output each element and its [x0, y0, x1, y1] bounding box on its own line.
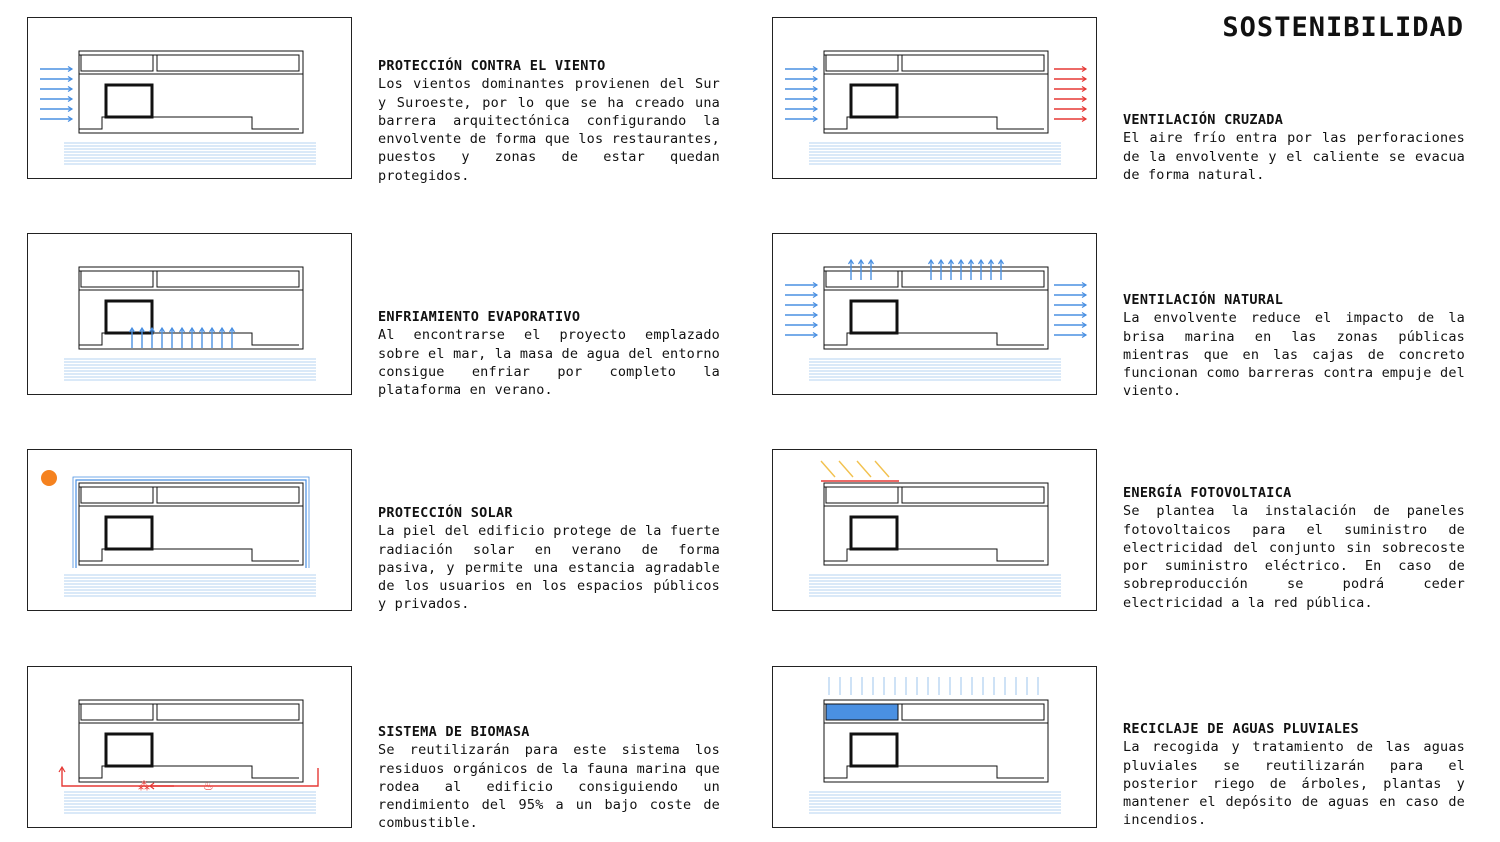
upper-box-right [157, 487, 299, 503]
text-block [1123, 111, 1465, 184]
diagram-rainwater [772, 666, 1097, 828]
panel-body: Se reutilizarán para este sistema los residuos orgánicos de la fauna marina que rodea al edificio consiguiendo un rendimiento del 95% a un bajo coste de combustible. [378, 742, 720, 832]
upper-box-left [826, 55, 898, 71]
text-block [378, 723, 720, 833]
diagram-svg [28, 667, 353, 829]
panel-heading: RECICLAJE DE AGUAS PLUVIALES [1123, 721, 1359, 737]
fish-icon: ⁂ [138, 779, 150, 793]
upper-box-left [81, 704, 153, 720]
diagram-svg [773, 667, 1098, 829]
sun-ray-icon [875, 461, 889, 477]
sun-ray-icon [839, 461, 853, 477]
sun-icon [41, 470, 57, 486]
diagram-svg [28, 18, 353, 180]
diagram-evaporative-cooling [27, 233, 352, 395]
panel-body: La piel del edificio protege de la fuerte radiación solar en verano de forma pasiva, y permite una estancia agradable de los usuarios en los espacios públicos y privados. [378, 523, 720, 613]
text-block [1123, 720, 1465, 830]
diagram-biomass [27, 666, 352, 828]
diagram-svg [28, 450, 353, 612]
upper-box-right [157, 271, 299, 287]
panel-heading: ENERGÍA FOTOVOLTAICA [1123, 485, 1292, 501]
panel-heading: SISTEMA DE BIOMASA [378, 724, 530, 740]
upper-box-left [81, 487, 153, 503]
panel-heading: VENTILACIÓN CRUZADA [1123, 112, 1284, 128]
diagram-svg [773, 450, 1098, 612]
panel-heading: PROTECCIÓN SOLAR [378, 505, 513, 521]
panel-body: La envolvente reduce el impacto de la brisa marina en las zonas públicas mientras que en las cajas de concreto funcionan como barreras contra empuje del viento. [1123, 310, 1465, 400]
panel-heading: VENTILACIÓN NATURAL [1123, 292, 1284, 308]
diagram-svg [773, 18, 1098, 180]
text-block [378, 504, 720, 614]
upper-box-right [902, 55, 1044, 71]
diagram-wind-protection [27, 17, 352, 179]
text-block [1123, 484, 1465, 612]
page-title: SOSTENIBILIDAD [1222, 12, 1464, 43]
upper-box-right [902, 704, 1044, 720]
text-block [378, 308, 720, 399]
diagram-svg [28, 234, 353, 396]
upper-box-left [81, 271, 153, 287]
upper-box-left [826, 704, 898, 720]
fire-icon: ♨ [203, 779, 214, 793]
panel-body: Se plantea la instalación de paneles fotovoltaicos para el suministro de electricidad del conjunto sin sobrecoste por suministro eléctrico. En caso de sobreproducción se podrá ceder electricidad a la red pública. [1123, 503, 1465, 611]
text-block [1123, 291, 1465, 401]
sun-ray-icon [821, 461, 835, 477]
panel-body: Los vientos dominantes provienen del Sur y Suroeste, por lo que se ha creado una barrera arquitectónica configurando la envolvente de forma que los restaurantes, puestos y zonas de estar quedan protegidos. [378, 76, 720, 184]
upper-box-right [902, 271, 1044, 287]
upper-box-right [157, 704, 299, 720]
diagram-natural-ventilation [772, 233, 1097, 395]
upper-box-left [826, 487, 898, 503]
diagram-svg [773, 234, 1098, 396]
upper-box-left [826, 271, 898, 287]
diagram-cross-ventilation [772, 17, 1097, 179]
upper-box-right [902, 487, 1044, 503]
panel-body: El aire frío entra por las perforaciones de la envolvente y el caliente se evacua de forma natural. [1123, 130, 1465, 183]
sun-ray-icon [857, 461, 871, 477]
diagram-photovoltaic [772, 449, 1097, 611]
text-block [378, 57, 720, 185]
panel-heading: ENFRIAMIENTO EVAPORATIVO [378, 309, 581, 325]
upper-box-left [81, 55, 153, 71]
diagram-solar-protection [27, 449, 352, 611]
panel-body: Al encontrarse el proyecto emplazado sobre el mar, la masa de agua del entorno consigue enfriar por completo la plataforma en verano. [378, 327, 720, 399]
upper-box-right [157, 55, 299, 71]
panel-heading: PROTECCIÓN CONTRA EL VIENTO [378, 58, 606, 74]
panel-body: La recogida y tratamiento de las aguas pluviales se reutilizarán para el posterior riego de árboles, plantas y mantener el depósito de aguas en caso de incendios. [1123, 739, 1465, 829]
